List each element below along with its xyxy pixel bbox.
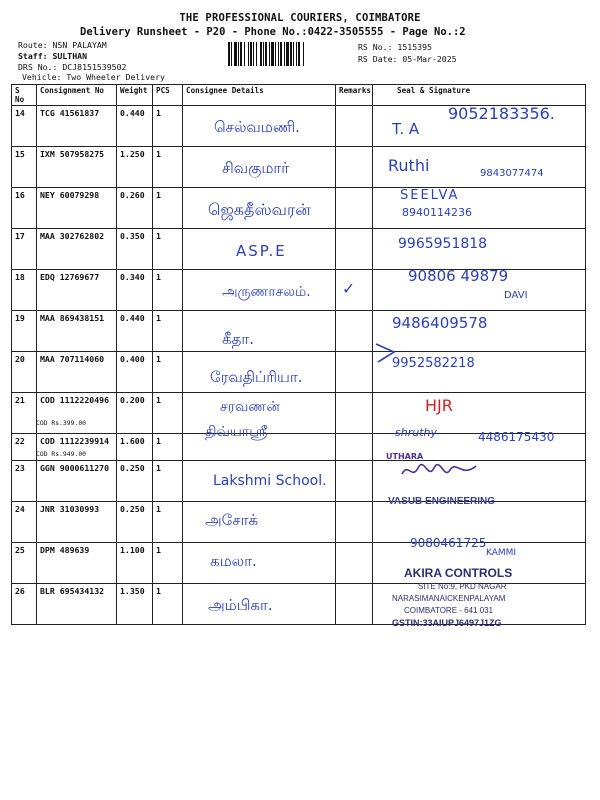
- cell-pcs: 1: [153, 584, 183, 625]
- cell-remarks: [336, 311, 373, 352]
- cell-consignee: [183, 461, 336, 502]
- cell-sno: 26: [12, 584, 37, 625]
- cell-sno: 19: [12, 311, 37, 352]
- cell-weight: 0.440: [117, 311, 153, 352]
- handwritten-signature: shruthy: [395, 426, 437, 439]
- cell-consignee: [183, 188, 336, 229]
- cell-remarks: [336, 584, 373, 625]
- cell-consignment: GGN 9000611270: [37, 461, 117, 502]
- handwritten-consignee: கீதா.: [222, 330, 254, 348]
- cell-sno: 14: [12, 106, 37, 147]
- cell-pcs: 1: [153, 502, 183, 543]
- table-row: [12, 147, 586, 188]
- cell-consignee: [183, 311, 336, 352]
- header-sno: S No: [12, 85, 37, 106]
- akira-stamp-address-1: SITE No:9, PKD NAGAR: [418, 582, 507, 591]
- handwritten-signature: UTHARA: [386, 452, 424, 461]
- route-label: Route: NSN PALAYAM: [18, 40, 107, 50]
- cell-signature: [373, 311, 586, 352]
- header-weight: Weight: [117, 85, 153, 106]
- handwritten-consignee: ASP.E: [236, 242, 287, 260]
- cell-consignment: MAA 707114060: [37, 352, 117, 393]
- cell-sno: 15: [12, 147, 37, 188]
- cell-remarks: [336, 461, 373, 502]
- table-row: [12, 393, 586, 434]
- cell-pcs: 1: [153, 461, 183, 502]
- handwritten-phone: 9080461725: [410, 536, 487, 550]
- table-row: [12, 352, 586, 393]
- cell-consignment: IXM 507958275: [37, 147, 117, 188]
- cell-consignment: NEY 60079298: [37, 188, 117, 229]
- handwritten-consignee: அம்பிகா.: [208, 596, 273, 614]
- cell-pcs: 1: [153, 270, 183, 311]
- cell-pcs: 1: [153, 188, 183, 229]
- cell-signature: [373, 502, 586, 543]
- cell-weight: 0.260: [117, 188, 153, 229]
- cell-remarks: [336, 188, 373, 229]
- consignment-table: [11, 84, 586, 625]
- cell-consignment: [37, 393, 117, 434]
- table-row: [12, 311, 586, 352]
- handwritten-phone: 9952582218: [392, 356, 475, 371]
- header-consignee: Consignee Details: [183, 85, 336, 106]
- vasub-stamp: VASUB ENGINEERING: [388, 496, 496, 507]
- cell-sno: 24: [12, 502, 37, 543]
- header-consignment: Consignment No: [37, 85, 117, 106]
- cell-signature: [373, 270, 586, 311]
- cell-sno: 18: [12, 270, 37, 311]
- cell-weight: 0.250: [117, 461, 153, 502]
- cod-amount: COD Rs.949.00: [36, 450, 87, 458]
- cell-weight: 0.440: [117, 106, 153, 147]
- cell-signature: [373, 106, 586, 147]
- cell-consignment: DPM 489639: [37, 543, 117, 584]
- table-row: [12, 106, 586, 147]
- rs-date: RS Date: 05-Mar-2025: [358, 54, 457, 64]
- akira-stamp-address-2: NARASIMANAICKENPALAYAM: [392, 594, 506, 603]
- cell-consignee: [183, 229, 336, 270]
- cell-weight: 1.250: [117, 147, 153, 188]
- cell-consignee: [183, 434, 336, 461]
- cell-consignment: MAA 869438151: [37, 311, 117, 352]
- cell-weight: 0.400: [117, 352, 153, 393]
- handwritten-phone: 9486409578: [392, 314, 488, 332]
- cell-consignment: EDQ 12769677: [37, 270, 117, 311]
- table-row: [12, 434, 586, 461]
- cell-weight: 1.350: [117, 584, 153, 625]
- cell-consignment: TCG 41561837: [37, 106, 117, 147]
- cell-weight: 1.600: [117, 434, 153, 461]
- cell-remarks: [336, 434, 373, 461]
- cell-pcs: 1: [153, 229, 183, 270]
- vehicle-label: Vehicle: Two Wheeler Delivery: [22, 72, 165, 82]
- cell-remarks: [336, 502, 373, 543]
- consignment-number: COD 1112220496: [40, 395, 110, 405]
- handwritten-phone: 90806 49879: [408, 267, 509, 285]
- signature-scribble: [400, 460, 480, 484]
- table-row: [12, 461, 586, 502]
- handwritten-consignee: ரேவதிப்ரியா.: [210, 368, 303, 386]
- table-row: [12, 229, 586, 270]
- consignment-number: COD 1112239914: [40, 436, 110, 446]
- cell-consignment: MAA 302762802: [37, 229, 117, 270]
- header-signature: Seal & Signature: [373, 85, 586, 106]
- cell-signature: [373, 147, 586, 188]
- cell-sno: 23: [12, 461, 37, 502]
- cell-weight: 0.250: [117, 502, 153, 543]
- cell-pcs: 1: [153, 543, 183, 584]
- cell-pcs: 1: [153, 147, 183, 188]
- handwritten-signature: DAVI: [504, 290, 528, 301]
- handwritten-consignee: சிவகுமார்: [222, 159, 290, 177]
- cell-remarks: [336, 229, 373, 270]
- handwritten-phone: 4486175430: [478, 430, 555, 444]
- handwritten-consignee: அருணாசலம்.: [222, 284, 311, 300]
- cell-weight: 0.350: [117, 229, 153, 270]
- table-row: [12, 502, 586, 543]
- cell-signature: [373, 352, 586, 393]
- drs-number: DRS No.: DCJ8151539502: [18, 62, 127, 72]
- handwritten-signature: T. A: [392, 120, 420, 138]
- cell-consignment: JNR 31030993: [37, 502, 117, 543]
- table-header-row: [12, 85, 586, 106]
- cell-pcs: 1: [153, 434, 183, 461]
- handwritten-phone: 9843077474: [480, 168, 544, 179]
- handwritten-consignee: செல்வமணி.: [214, 118, 300, 136]
- handwritten-signature: KAMMI: [486, 548, 517, 558]
- cell-sno: 16: [12, 188, 37, 229]
- cell-remarks: [336, 270, 373, 311]
- cell-remarks: [336, 393, 373, 434]
- cell-consignment: BLR 695434132: [37, 584, 117, 625]
- handwritten-consignee: ஜெகதீஸ்வரன்: [208, 200, 311, 219]
- handwritten-signature: SEELVA: [400, 188, 460, 203]
- cell-consignee: [183, 352, 336, 393]
- handwritten-signature: HJR: [425, 396, 453, 415]
- signature-arrow: [372, 338, 402, 368]
- cell-consignee: [183, 106, 336, 147]
- cell-sno: 21: [12, 393, 37, 434]
- cell-weight: 0.340: [117, 270, 153, 311]
- cell-remarks: [336, 543, 373, 584]
- handwritten-phone: 9965951818: [398, 236, 488, 252]
- cell-consignee: [183, 502, 336, 543]
- cell-consignee: [183, 584, 336, 625]
- remarks-check-mark: ✓: [343, 278, 354, 299]
- cell-weight: 1.100: [117, 543, 153, 584]
- handwritten-consignee: சரவணன்: [220, 399, 280, 415]
- table-row: [12, 188, 586, 229]
- header-remarks: Remarks: [336, 85, 373, 106]
- cell-signature: [373, 188, 586, 229]
- handwritten-phone: 9052183356.: [448, 104, 555, 123]
- cell-remarks: [336, 106, 373, 147]
- cell-pcs: 1: [153, 393, 183, 434]
- runsheet-title: Delivery Runsheet - P20 - Phone No.:0422-3505555 - Page No.:2: [80, 26, 466, 38]
- cell-pcs: 1: [153, 311, 183, 352]
- handwritten-consignee: Lakshmi School.: [213, 473, 327, 489]
- cell-sno: 25: [12, 543, 37, 584]
- cell-sno: 20: [12, 352, 37, 393]
- cell-sno: 22: [12, 434, 37, 461]
- header-pcs: PCS: [153, 85, 183, 106]
- cell-consignment: [37, 434, 117, 461]
- handwritten-consignee: அசோக்: [205, 511, 259, 529]
- cell-remarks: [336, 147, 373, 188]
- cell-remarks: [336, 352, 373, 393]
- handwritten-consignee: கமலா.: [210, 552, 257, 570]
- cell-signature: [373, 229, 586, 270]
- rs-number: RS No.: 1515395: [358, 42, 432, 52]
- handwritten-phone: 8940114236: [402, 206, 472, 219]
- cell-pcs: 1: [153, 352, 183, 393]
- company-name: THE PROFESSIONAL COURIERS, COIMBATORE: [179, 12, 421, 24]
- akira-stamp-name: AKIRA CONTROLS: [404, 566, 513, 580]
- cod-amount: COD Rs.399.00: [36, 419, 87, 427]
- cell-sno: 17: [12, 229, 37, 270]
- cell-pcs: 1: [153, 106, 183, 147]
- cell-consignee: [183, 147, 336, 188]
- cell-weight: 0.200: [117, 393, 153, 434]
- cell-signature: [373, 393, 586, 434]
- handwritten-consignee: திவ்யாஸ்ரீ: [205, 424, 268, 440]
- cell-signature: [373, 434, 586, 461]
- cell-consignee: [183, 393, 336, 434]
- cell-consignee: [183, 270, 336, 311]
- table-row: [12, 270, 586, 311]
- drs-barcode: [228, 42, 354, 66]
- akira-stamp-gstin: GSTIN:33AIUPJ6497J1ZG: [392, 618, 502, 628]
- staff-label: Staff: SULTHAN: [18, 51, 88, 61]
- akira-stamp-address-3: COIMBATORE - 641 031: [404, 606, 494, 615]
- handwritten-signature: Ruthi: [388, 156, 430, 175]
- cell-consignee: [183, 543, 336, 584]
